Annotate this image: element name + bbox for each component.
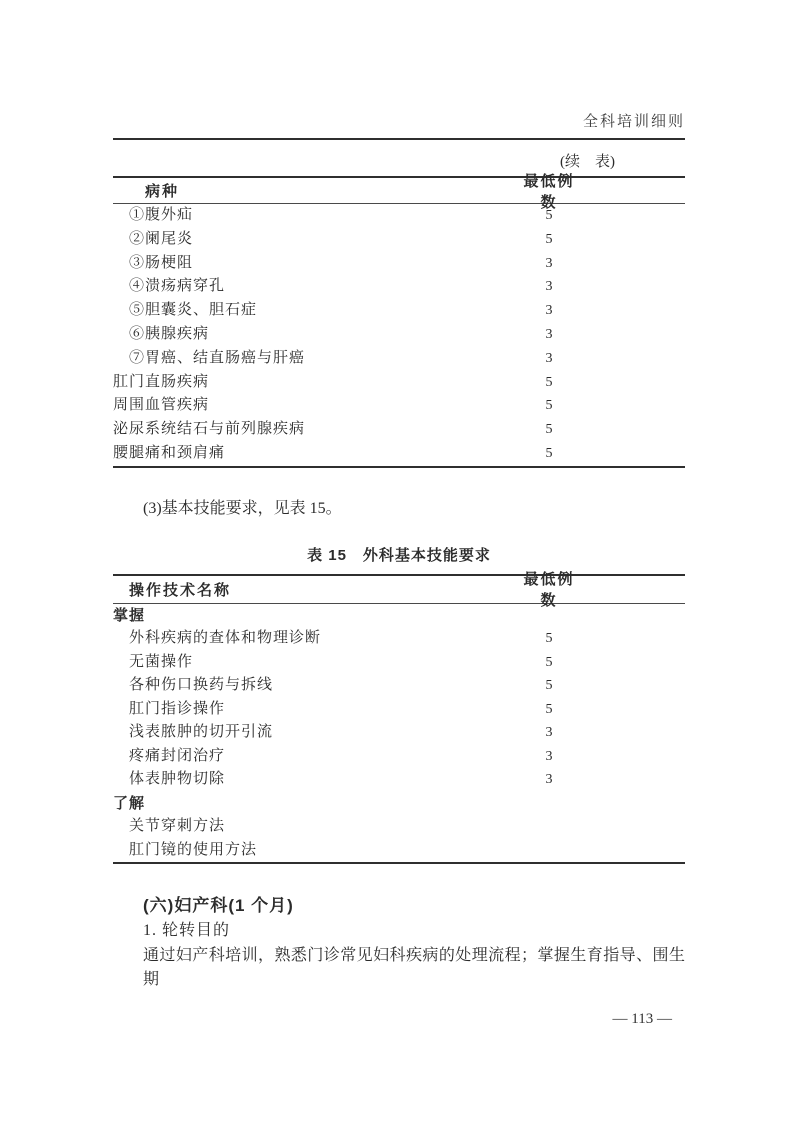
skill-label: 无菌操作	[129, 653, 194, 670]
table-row	[113, 721, 685, 745]
table-row	[113, 275, 685, 299]
group-heading-row	[113, 604, 685, 628]
table-row	[113, 698, 685, 722]
min-cases-value: 3	[545, 350, 553, 366]
skill-label: 外科疾病的查体和物理诊断	[129, 630, 322, 647]
section-heading-obstetrics: (六)妇产科(1 个月)	[143, 896, 294, 916]
table-row	[113, 204, 685, 228]
table-row	[113, 394, 685, 418]
table-row	[113, 768, 685, 792]
skill-label: 肛门指诊操作	[129, 700, 226, 717]
table-row	[113, 442, 685, 466]
min-cases-value: 5	[545, 231, 553, 247]
disease-label: 泌尿系统结石与前列腺疾病	[113, 421, 306, 438]
disease-label: ①腹外疝	[129, 207, 194, 223]
disease-label: ④溃疡病穿孔	[129, 278, 226, 295]
skills-intro-paragraph: (3)基本技能要求，见表 15。	[143, 499, 342, 517]
disease-cases-table	[113, 172, 685, 468]
disease-label: ⑥胰腺疾病	[129, 325, 210, 342]
group-heading-understand: 了解	[113, 794, 146, 812]
disease-label: ⑤胆囊炎、胆石症	[129, 302, 258, 319]
min-cases-value: 5	[545, 422, 553, 438]
table-row	[113, 745, 685, 769]
min-cases-value: 3	[545, 255, 553, 271]
disease-label: ⑦胃癌、结直肠癌与肝癌	[129, 349, 306, 366]
table-row	[113, 839, 685, 863]
table-row	[113, 418, 685, 442]
skill-label: 肛门镜的使用方法	[129, 841, 258, 858]
table-header-row	[113, 571, 685, 610]
table-header-row	[113, 172, 685, 211]
table-row	[113, 252, 685, 276]
min-cases-value: 5	[545, 631, 553, 647]
page-number: — 113 —	[612, 1011, 672, 1028]
min-cases-value: 5	[545, 654, 553, 670]
basic-skills-table	[113, 571, 685, 865]
min-cases-value: 3	[545, 772, 553, 788]
skill-label: 浅表脓肿的切开引流	[129, 724, 274, 741]
disease-label: 周围血管疾病	[113, 397, 210, 414]
table-row	[113, 674, 685, 698]
disease-label: 腰腿痛和颈肩痛	[113, 444, 226, 461]
table15-caption: 表 15 外科基本技能要求	[307, 546, 491, 564]
table-row	[113, 299, 685, 323]
group-heading-master: 掌握	[113, 606, 146, 624]
running-header: 全科培训细则	[582, 114, 685, 130]
min-cases-value: 3	[545, 748, 553, 764]
table-row	[113, 627, 685, 651]
column-header-min-cases: 最低例数	[523, 172, 575, 211]
continued-table-label: (续 表)	[560, 154, 615, 170]
column-header-disease: 病种	[145, 183, 180, 200]
min-cases-value: 3	[545, 725, 553, 741]
table-row	[113, 228, 685, 252]
table-row	[113, 347, 685, 371]
skill-label: 疼痛封闭治疗	[129, 747, 226, 764]
min-cases-value: 3	[545, 279, 553, 295]
skill-label: 各种伤口换药与拆线	[129, 677, 274, 694]
column-header-skill-name: 操作技术名称	[129, 581, 232, 599]
table-row	[113, 651, 685, 675]
table-row	[113, 323, 685, 347]
disease-label: ③肠梗阻	[129, 254, 194, 271]
min-cases-value: 3	[545, 326, 553, 342]
min-cases-value: 5	[545, 398, 553, 414]
min-cases-value: 5	[545, 445, 553, 461]
table-row	[113, 815, 685, 839]
skill-label: 体表肿物切除	[129, 771, 226, 788]
section-subheading-rotation-purpose: 1. 轮转目的	[143, 922, 231, 940]
skill-label: 关节穿刺方法	[129, 818, 226, 835]
table-row	[113, 371, 685, 395]
header-rule	[113, 138, 685, 140]
min-cases-value: 5	[545, 678, 553, 694]
min-cases-value: 5	[545, 208, 553, 223]
column-header-min-cases: 最低例数	[523, 571, 575, 610]
min-cases-value: 5	[545, 701, 553, 717]
section-paragraph: 通过妇产科培训，熟悉门诊常见妇科疾病的处理流程；掌握生育指导、围生期	[143, 947, 685, 989]
group-heading-row	[113, 792, 685, 816]
disease-label: ②阑尾炎	[129, 230, 194, 247]
min-cases-value: 3	[545, 303, 553, 319]
disease-label: 肛门直肠疾病	[113, 373, 210, 390]
min-cases-value: 5	[545, 374, 553, 390]
